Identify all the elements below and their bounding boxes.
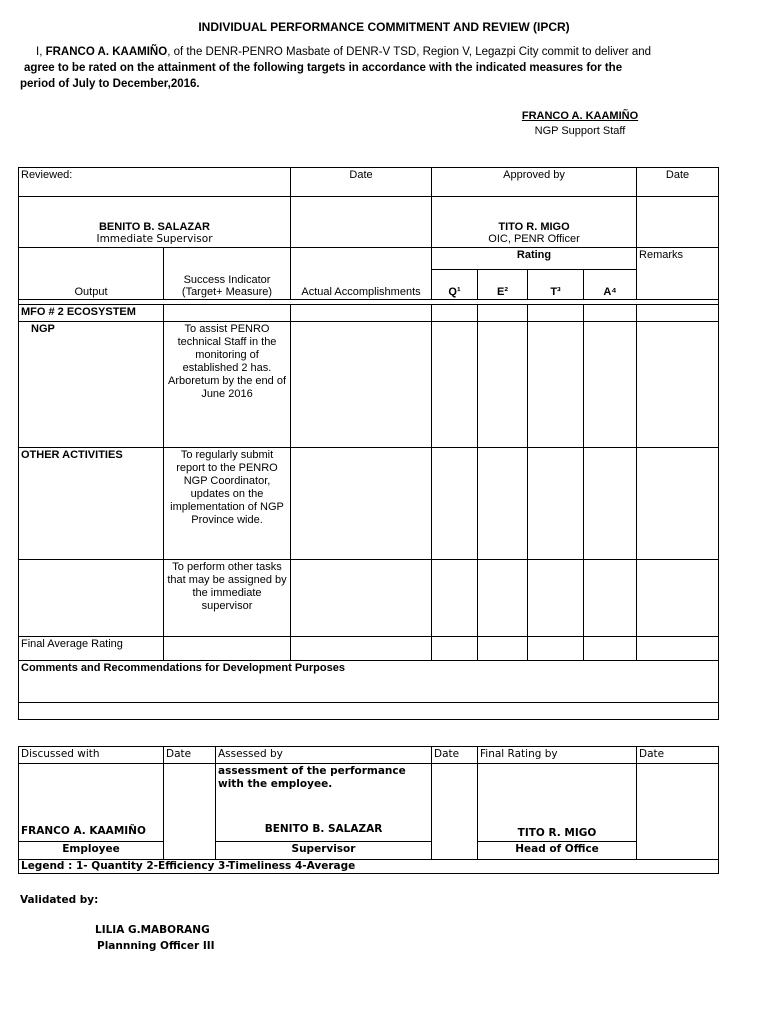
other-e [478,448,528,560]
col-actual: Actual Accomplishments [291,248,432,300]
intro-line3: period of July to December,2016. [20,78,200,90]
other2-t [528,560,584,637]
employee-name-cell: FRANCO A. KAAMIÑO [19,764,164,842]
other2-e [478,560,528,637]
validator-position: Plannning Officer III [97,940,215,952]
comments-blank-row [19,703,719,720]
assessor-name: BENITO B. SALAZAR [264,823,383,835]
final-avg-cell [637,637,719,661]
other-indicator-2: To perform other tasks that may be assigned by the immediate supervisor [164,560,291,637]
other2-label [19,560,164,637]
supervisor-date-cell [291,197,432,248]
final-average-label: Final Average Rating [19,637,164,661]
mfo-label: MFO # 2 ECOSYSTEM [19,305,164,322]
validated-label: Validated by: [20,894,99,906]
document-title: INDIVIDUAL PERFORMANCE COMMITMENT AND REVIEW (IPCR) [198,20,570,34]
head-role: Head of Office [478,842,637,860]
mfo-cell [584,305,637,322]
final-avg-cell [478,637,528,661]
col-e: E² [478,270,528,300]
ngp-indicator: To assist PENRO technical Staff in the monitoring of established 2 has. Arboretum by the end of June 2016 [164,322,291,448]
col-success-indicator: Success Indicator (Target+ Measure) [164,248,291,300]
mfo-cell [528,305,584,322]
approver-cell [432,197,637,248]
supervisor-name: BENITO B. SALAZAR [98,221,211,233]
col-a: A⁴ [584,270,637,300]
approver-title: OIC, PENR Officer [488,233,580,245]
col-q: Q¹ [432,270,478,300]
mfo-cell [478,305,528,322]
other-indicator-1: To regularly submit report to the PENRO NGP Coordinator, updates on the implementation of NGP Province wide. [164,448,291,560]
supervisor-role: Supervisor [216,842,432,860]
ngp-actual [291,322,432,448]
final-avg-cell [432,637,478,661]
mfo-cell [291,305,432,322]
validator-name: LILIA G.MABORANG [95,924,210,936]
final-avg-cell [164,637,291,661]
final-date-cell [637,764,719,860]
other-q [432,448,478,560]
mfo-cell [637,305,719,322]
other2-q [432,560,478,637]
other2-remarks [637,560,719,637]
ipcr-main-table [18,167,719,720]
date-label-1: Date [164,747,216,764]
other-remarks [637,448,719,560]
signatory-name: FRANCO A. KAAMIÑO [521,110,639,122]
ngp-t [528,322,584,448]
approver-date-cell [637,197,719,248]
assessment-table [18,746,719,874]
discussed-date-cell [164,764,216,860]
col-t: T³ [528,270,584,300]
discussed-with-label: Discussed with [19,747,164,764]
final-avg-cell [528,637,584,661]
date-label-2: Date [432,747,478,764]
ngp-e [478,322,528,448]
intro-prefix: I, [36,46,46,58]
assessment-cell [216,764,432,842]
intro-rest: , of the DENR-PENRO Masbate of DENR-V TSD, Region V, Legazpi City commit to deliver and [167,46,652,58]
final-avg-cell [584,637,637,661]
final-avg-cell [291,637,432,661]
date-label: Date [291,168,432,197]
mfo-cell [432,305,478,322]
date-label-3: Date [637,747,719,764]
other-actual [291,448,432,560]
ngp-a [584,322,637,448]
ngp-remarks [637,322,719,448]
employee-role: Employee [19,842,164,860]
employee-name: FRANCO A. KAAMIÑO [45,46,168,58]
ngp-q [432,322,478,448]
rating-label: Rating [432,248,637,270]
mfo-cell [164,305,291,322]
other2-actual [291,560,432,637]
intro-line2: agree to be rated on the attainment of the following targets in accordance with the indicated measures for the [24,62,623,74]
ngp-label: NGP [19,322,164,448]
commitment-statement [20,44,750,92]
signatory-position: NGP Support Staff [534,125,626,137]
assessed-by-label: Assessed by [216,747,432,764]
other-t [528,448,584,560]
head-name: TITO R. MIGO [478,764,637,842]
col-output: Output [19,248,164,300]
date2-label: Date [637,168,719,197]
legend: Legend : 1- Quantity 2-Efficiency 3-Timeliness 4-Average [19,860,719,874]
other-activities-label: OTHER ACTIVITIES [19,448,164,560]
assessed-date-cell [432,764,478,860]
approver-name: TITO R. MIGO [498,221,570,233]
approved-by-label: Approved by [432,168,637,197]
other2-a [584,560,637,637]
signatory-block [500,110,660,137]
final-rating-label: Final Rating by [478,747,637,764]
supervisor-cell [19,197,291,248]
comments-label: Comments and Recommendations for Development Purposes [19,661,719,703]
supervisor-title: Immediate Supervisor [96,233,213,245]
other-a [584,448,637,560]
remarks-label: Remarks [637,248,719,300]
reviewed-label: Reviewed: [19,168,291,197]
assessment-text: assessment of the performance with the employee. [218,765,406,790]
